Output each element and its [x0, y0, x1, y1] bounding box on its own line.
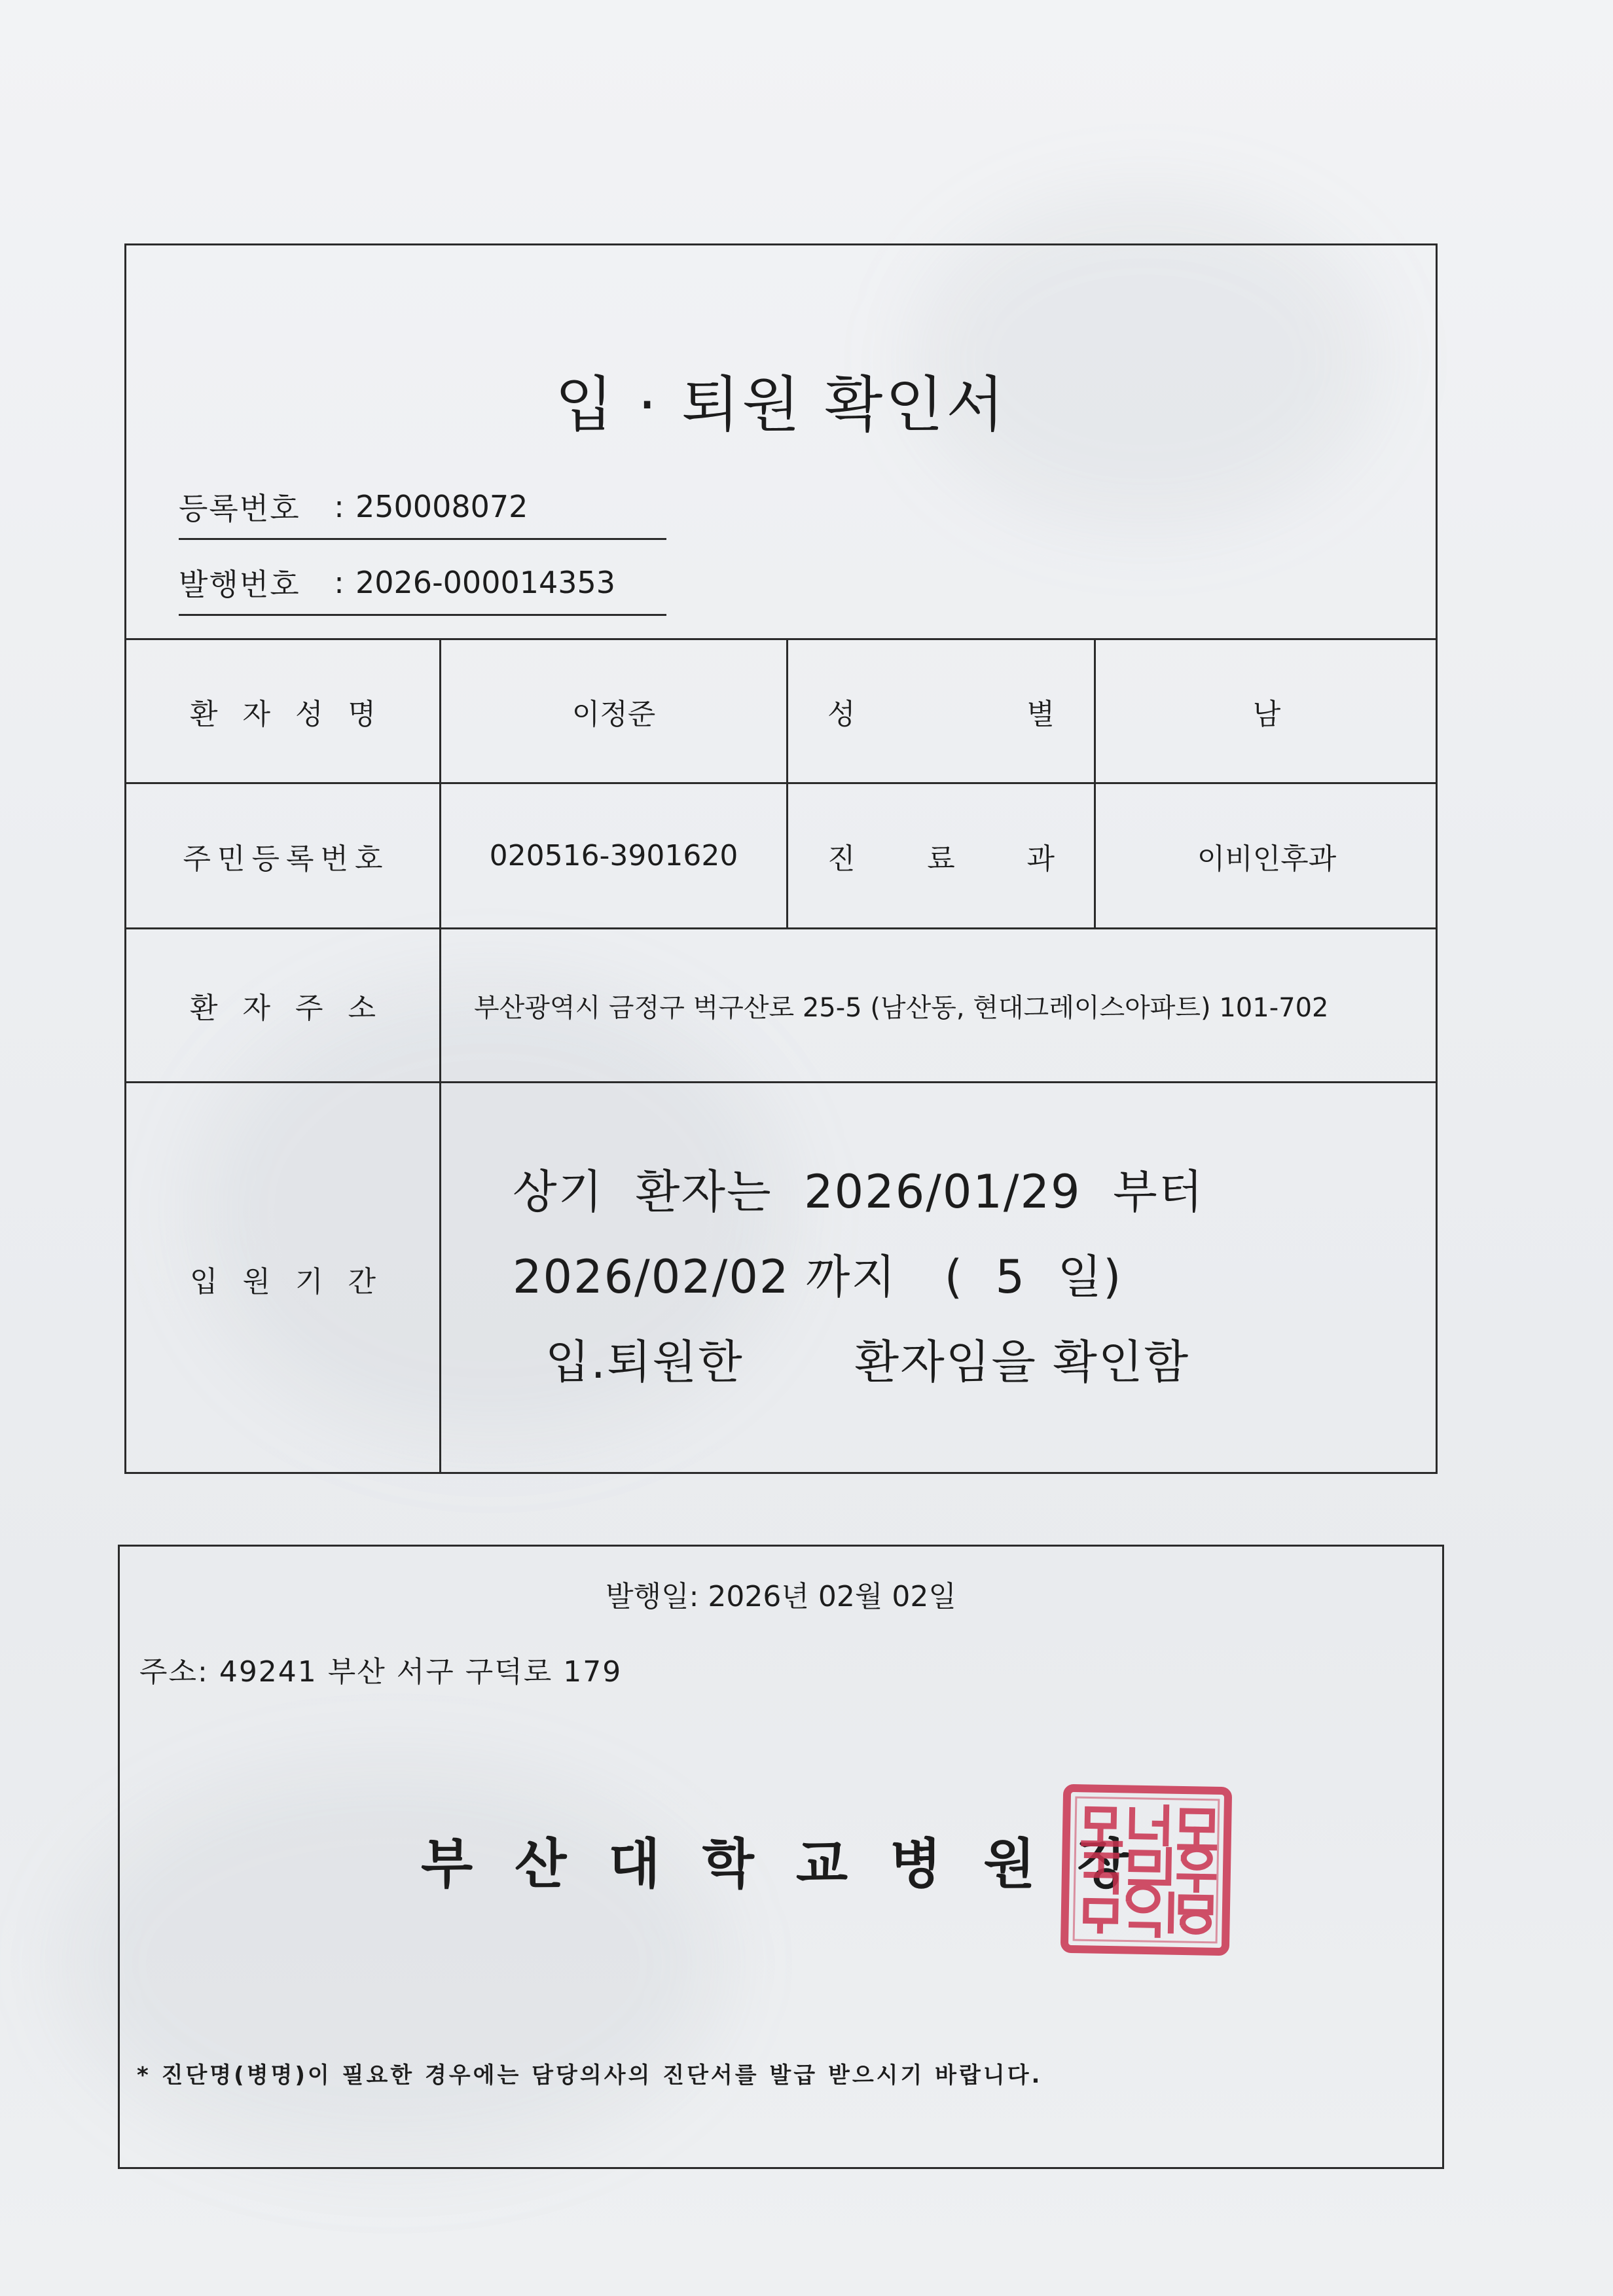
resident-number-value: 020516-3901620	[439, 784, 786, 927]
period-line-2: 2026/02/02 까지 ( 5 일)	[513, 1250, 1123, 1304]
patient-name-value: 이정준	[439, 640, 786, 782]
issue-number-line	[179, 550, 666, 616]
department-label-char-2: 료	[927, 842, 955, 876]
department-label-char-3: 과	[1026, 842, 1055, 876]
colon: :	[334, 488, 344, 524]
official-seal-icon	[1059, 1783, 1234, 1958]
patient-name-label: 환자성명	[189, 697, 401, 731]
colon: :	[334, 564, 344, 600]
registration-label: 등록번호	[179, 490, 300, 526]
registration-number-line	[179, 475, 666, 540]
gender-label-char-2: 별	[1026, 697, 1055, 731]
table-row	[126, 640, 1436, 784]
confirmation-form	[124, 243, 1438, 1474]
hospital-director-title: 부산대학교병원장	[421, 1833, 1171, 1895]
address-label: 환자주소	[189, 992, 401, 1025]
resident-number-label: 주민등록번호	[183, 842, 390, 876]
issue-number-label: 발행번호	[179, 566, 300, 602]
table-row	[126, 929, 1436, 1083]
gender-label-char-1: 성	[827, 697, 856, 731]
department-value: 이비인후과	[1094, 784, 1438, 927]
hospital-address: 주소: 49241 부산 서구 구덕로 179	[139, 1655, 623, 1689]
period-line-1: 상기 환자는 2026/01/29 부터	[513, 1165, 1205, 1219]
patient-info-table	[126, 638, 1436, 1474]
department-label-char-1: 진	[827, 842, 856, 876]
table-row	[126, 784, 1436, 929]
admission-period-label: 입원기간	[189, 1265, 401, 1299]
diagnosis-note: * 진단명(병명)이 필요한 경우에는 담당의사의 진단서를 발급 받으시기 바랍니다.	[137, 2062, 1043, 2089]
issuer-box	[118, 1545, 1444, 2169]
issue-date: 발행일: 2026년 02월 02일	[606, 1580, 956, 1613]
gender-label	[786, 640, 1094, 782]
document-title: 입 · 퇴원 확인서	[554, 370, 1007, 440]
department-label	[786, 784, 1094, 927]
registration-value: 250008072	[355, 488, 528, 524]
address-value: 부산광역시 금정구 벅구산로 25-5 (남산동, 현대그레이스아파트) 101-702	[439, 929, 1438, 1081]
period-line-3: 입.퇴원한 환자임을 확인함	[545, 1335, 1190, 1389]
table-row	[126, 1083, 1436, 1474]
issue-number-value: 2026-000014353	[355, 564, 616, 600]
gender-value: 남	[1094, 640, 1438, 782]
